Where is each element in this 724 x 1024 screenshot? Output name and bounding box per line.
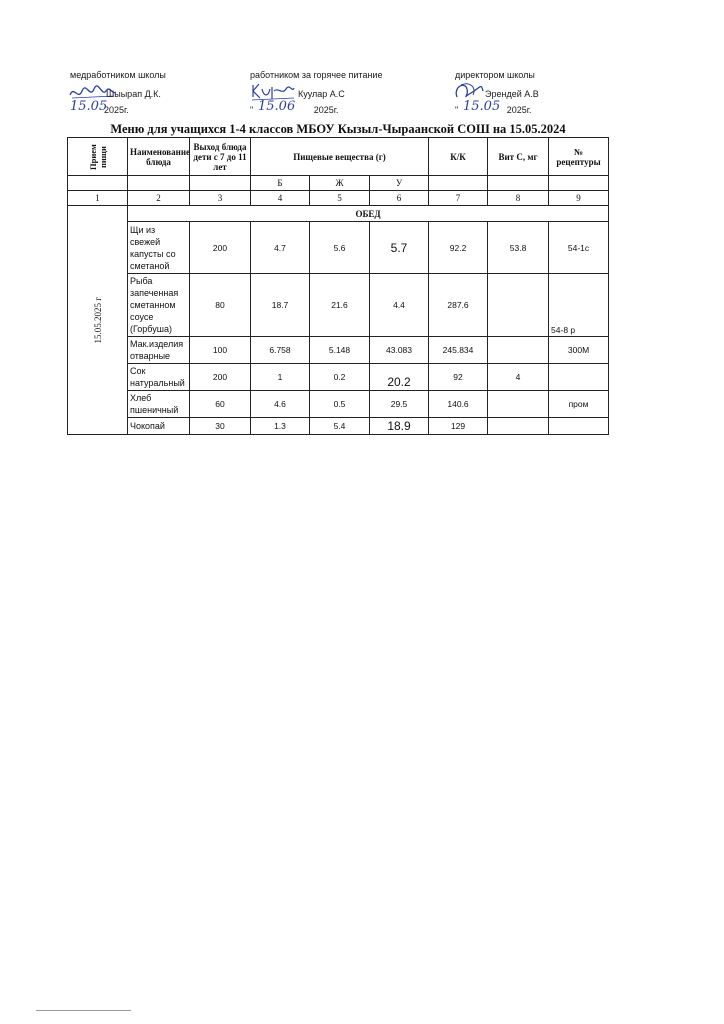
- meal-date: 15.05.2025 г: [92, 296, 103, 344]
- dish-yield: 30: [190, 418, 251, 435]
- subheader-b: Б: [251, 176, 310, 191]
- dish-kcal: 92: [429, 364, 488, 391]
- dish-name: Рыба запеченная сметанном соусе (Горбуша): [128, 274, 190, 337]
- dish-vitc: [488, 391, 549, 418]
- header-meal: Прием пищи: [68, 138, 128, 176]
- dish-recipe: 300М: [549, 337, 609, 364]
- dish-recipe: [549, 418, 609, 435]
- subheader-row: [68, 176, 609, 191]
- column-number: 3: [190, 191, 251, 206]
- approval-role: медработником школы: [70, 70, 166, 80]
- dish-protein: 1: [251, 364, 310, 391]
- table-row: [68, 222, 609, 274]
- dish-vitc: [488, 274, 549, 337]
- dish-yield: 200: [190, 222, 251, 274]
- section-title: ОБЕД: [128, 206, 609, 222]
- dish-name: Хлеб пшеничный: [128, 391, 190, 418]
- date-prefix: ": [250, 105, 254, 115]
- dish-carbs: 4.4: [370, 274, 429, 337]
- date-suffix: 2025г.: [104, 105, 129, 115]
- dish-carbs: 43.083: [370, 337, 429, 364]
- dish-name: Сок натуральный: [128, 364, 190, 391]
- column-number: 5: [310, 191, 370, 206]
- table-row: [68, 364, 609, 391]
- table-row: [68, 274, 609, 337]
- meal-date-cell: [68, 206, 128, 435]
- dish-name: Чокопай: [128, 418, 190, 435]
- dish-kcal: 129: [429, 418, 488, 435]
- header-nutrients: Пищевые вещества (г): [251, 138, 429, 176]
- dish-fat: 5.6: [310, 222, 370, 274]
- dish-kcal: 287.6: [429, 274, 488, 337]
- dish-carbs: 18.9: [370, 418, 429, 435]
- dish-recipe: 54-8 р: [549, 274, 609, 337]
- column-number-row: [68, 191, 609, 206]
- dish-protein: 6.758: [251, 337, 310, 364]
- section-row: [68, 206, 609, 222]
- approval-name: Шыырап Д.К.: [106, 89, 161, 99]
- dish-fat: 0.5: [310, 391, 370, 418]
- column-number: 8: [488, 191, 549, 206]
- dish-carbs: 20.2: [370, 364, 429, 391]
- dish-vitc: [488, 418, 549, 435]
- dish-name: Мак.изделия отварные: [128, 337, 190, 364]
- header-dish-name: Наименование блюда: [128, 138, 190, 176]
- dish-recipe: пром: [549, 391, 609, 418]
- header-kcal: К/К: [429, 138, 488, 176]
- dish-vitc: [488, 337, 549, 364]
- dish-protein: 18.7: [251, 274, 310, 337]
- approval-name: Эрендей А.В: [485, 89, 539, 99]
- dish-recipe: [549, 364, 609, 391]
- column-number: 6: [370, 191, 429, 206]
- dish-yield: 60: [190, 391, 251, 418]
- header-row: [68, 138, 609, 176]
- handwritten-date: 15.05: [70, 99, 108, 114]
- date-suffix: 2025г.: [506, 105, 532, 115]
- approval-date: [250, 99, 382, 117]
- dish-vitc: 53.8: [488, 222, 549, 274]
- table-row: [68, 391, 609, 418]
- dish-protein: 4.6: [251, 391, 310, 418]
- handwritten-date: 15.06: [258, 99, 296, 114]
- header-vitc: Вит С, мг: [488, 138, 549, 176]
- dish-fat: 5.4: [310, 418, 370, 435]
- date-prefix: ": [455, 105, 459, 115]
- dish-protein: 1.3: [251, 418, 310, 435]
- menu-title: Меню для учащихся 1-4 классов МБОУ Кызыл-Чыраанской СОШ на 15.05.2024: [110, 122, 566, 136]
- dish-vitc: 4: [488, 364, 549, 391]
- dish-kcal: 245.834: [429, 337, 488, 364]
- approval-role: работником за горячее питание: [250, 70, 383, 80]
- dish-name: Щи из свежей капусты со сметаной: [128, 222, 190, 274]
- column-number: 1: [68, 191, 128, 206]
- subheader-u: У: [370, 176, 429, 191]
- dish-fat: 5.148: [310, 337, 370, 364]
- approval-medic: [70, 70, 166, 117]
- column-number: 4: [251, 191, 310, 206]
- date-suffix: 2025г.: [313, 105, 339, 115]
- header-yield: Выход блюда дети с 7 до 11 лет: [190, 138, 251, 176]
- dish-yield: 80: [190, 274, 251, 337]
- header-recipe: № рецептуры: [549, 138, 609, 176]
- approval-food-worker: [250, 70, 382, 117]
- dish-fat: 0.2: [310, 364, 370, 391]
- approval-role: директором школы: [455, 70, 535, 80]
- dish-kcal: 140.6: [429, 391, 488, 418]
- table-row: [68, 337, 609, 364]
- dish-protein: 4.7: [251, 222, 310, 274]
- menu-table: [67, 137, 609, 435]
- bottom-rule: [36, 1010, 131, 1011]
- dish-recipe: 54-1с: [549, 222, 609, 274]
- subheader-zh: Ж: [310, 176, 370, 191]
- dish-carbs: 5.7: [370, 222, 429, 274]
- dish-kcal: 92.2: [429, 222, 488, 274]
- handwritten-date: 15.05: [463, 99, 501, 114]
- dish-yield: 200: [190, 364, 251, 391]
- column-number: 7: [429, 191, 488, 206]
- approval-name: Куулар А.С: [298, 89, 345, 99]
- table-row: [68, 418, 609, 435]
- column-number: 9: [549, 191, 609, 206]
- dish-yield: 100: [190, 337, 251, 364]
- approval-date: [455, 99, 539, 117]
- approval-director: [455, 70, 539, 117]
- approval-date: [70, 99, 166, 117]
- dish-fat: 21.6: [310, 274, 370, 337]
- dish-carbs: 29.5: [370, 391, 429, 418]
- column-number: 2: [128, 191, 190, 206]
